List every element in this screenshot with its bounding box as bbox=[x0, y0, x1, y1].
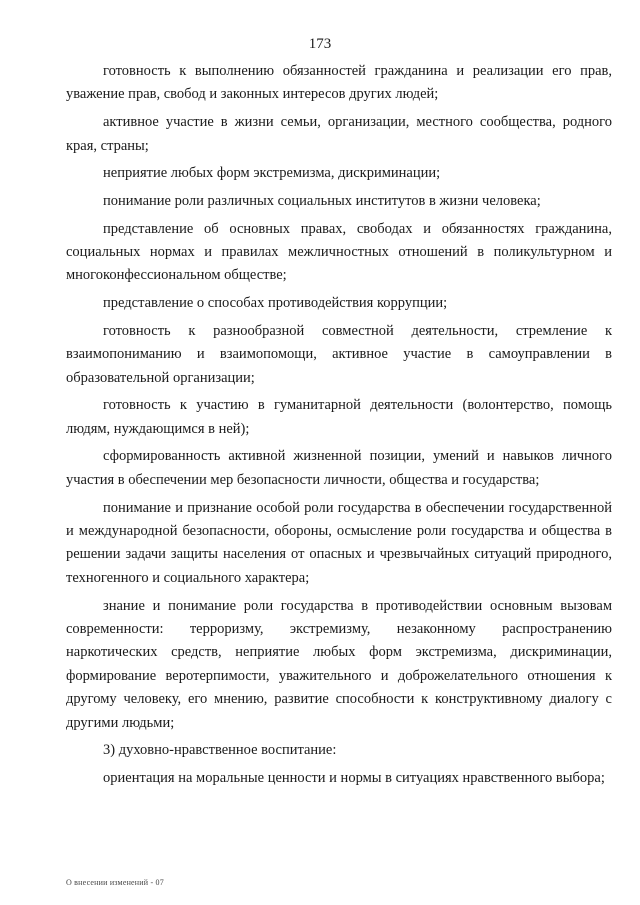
paragraph: понимание и признание особой роли государства в обеспечении государственной и международной безопасности, обороны, осмысление роли государства и общества в решении задачи защиты населения от опасных и чрезвычайных ситуаций природного, техногенного и социального характера; bbox=[66, 499, 612, 586]
paragraph: представление о способах противодействия коррупции; bbox=[103, 295, 448, 312]
paragraph: готовность к разнообразной совместной деятельности, стремление к взаимопониманию и взаимопомощи, активное участие в самоуправлении в образовательной организации; bbox=[66, 322, 612, 386]
paragraph: сформированность активной жизненной позиции, умений и навыков личного участия в обеспечении мер безопасности личности, общества и государства; bbox=[66, 448, 612, 488]
body-text bbox=[66, 60, 612, 795]
paragraph: активное участие в жизни семьи, организации, местного сообщества, родного края, страны; bbox=[66, 114, 612, 154]
paragraph: представление об основных правах, свободах и обязанностях гражданина, социальных нормах и правилах межличностных отношений в поликультурном и многоконфессиональном обществе; bbox=[66, 220, 612, 284]
section-heading: 3) духовно-нравственное воспитание: bbox=[103, 742, 337, 759]
paragraph: неприятие любых форм экстремизма, дискриминации; bbox=[103, 165, 441, 182]
paragraph: знание и понимание роли государства в противодействии основным вызовам современности: терроризму, экстремизму, незаконному распространению наркотических средств, неприятие любых форм экстремизма, дискриминации, формирование веротерпимости, уважительного и доброжелательного отношения к другому человеку, его мнению, развитие способности к конструктивному диалогу с другими людьми; bbox=[66, 597, 612, 731]
footer-note: О внесении изменений - 07 bbox=[66, 878, 164, 887]
paragraph: ориентация на моральные ценности и нормы в ситуациях нравственного выбора; bbox=[103, 769, 605, 786]
paragraph: понимание роли различных социальных институтов в жизни человека; bbox=[103, 192, 541, 209]
paragraph: готовность к выполнению обязанностей гражданина и реализации его прав, уважение прав, свобод и законных интересов других людей; bbox=[66, 63, 612, 103]
page-number: 173 bbox=[308, 36, 332, 52]
paragraph: готовность к участию в гуманитарной деятельности (волонтерство, помощь людям, нуждающимся в ней); bbox=[66, 397, 612, 437]
